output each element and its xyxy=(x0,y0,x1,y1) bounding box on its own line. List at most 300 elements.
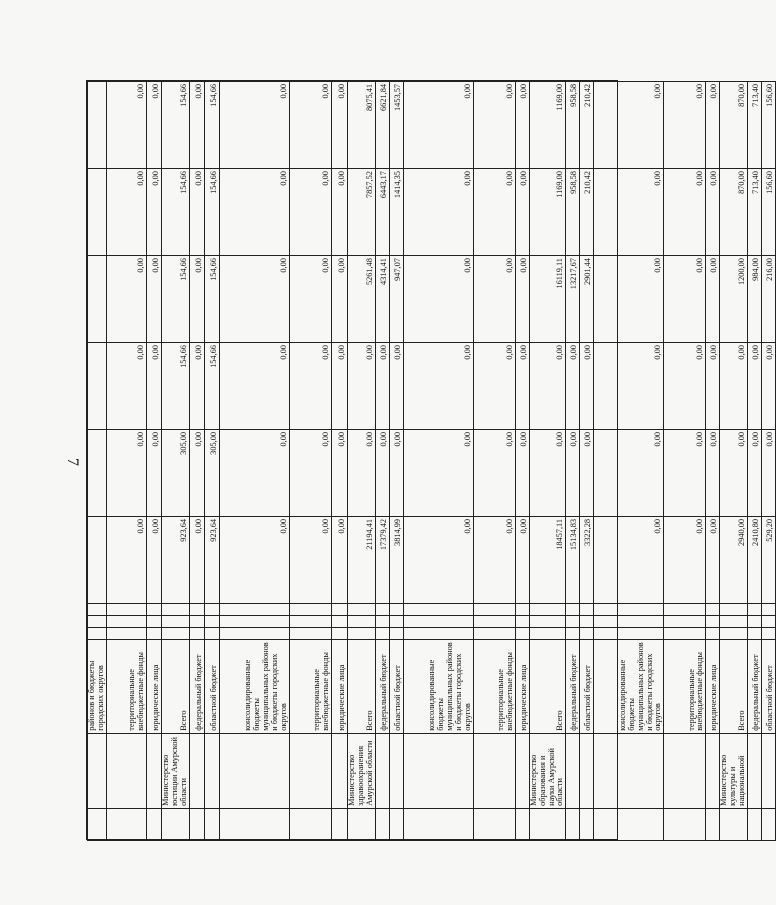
spacer-cell xyxy=(88,627,107,639)
amount-cell: 0,00 xyxy=(189,169,204,256)
rotated-table-container xyxy=(87,81,775,841)
spacer-cell xyxy=(389,627,403,639)
spacer-cell xyxy=(515,615,529,627)
amount-cell: 0,00 xyxy=(529,343,566,430)
spacer-cell xyxy=(720,615,748,627)
amount-cell: 0,00 xyxy=(706,516,720,603)
spacer-cell xyxy=(762,603,776,615)
amount-cell xyxy=(88,516,107,603)
amount-cell: 1453,57 xyxy=(389,82,403,169)
amount-cell: 0,00 xyxy=(106,430,146,517)
spacer-cell xyxy=(289,603,331,615)
funding-source-cell: территориальные внебюджетные фонды xyxy=(473,639,515,733)
amount-cell: 0,00 xyxy=(331,169,347,256)
budget-table-sheet xyxy=(86,80,775,840)
amount-cell xyxy=(88,169,107,256)
organization-cell: Министерство юстиции Амурской области xyxy=(161,733,189,808)
organization-cell xyxy=(762,733,776,808)
row-number-cell xyxy=(515,808,529,840)
page-number: 7 xyxy=(64,458,81,466)
funding-source-cell: консолидированные бюджеты муниципальных районов и бюджеты городских округов xyxy=(594,639,664,733)
row-number-cell xyxy=(347,808,375,840)
organization-cell xyxy=(219,733,289,808)
amount-cell xyxy=(88,343,107,430)
row-number-cell xyxy=(580,808,594,840)
amount-cell: 0,00 xyxy=(706,256,720,343)
spacer-cell xyxy=(748,603,762,615)
funding-source-cell: областной бюджет xyxy=(204,639,219,733)
amount-cell: 7857,52 xyxy=(347,169,375,256)
spacer-cell xyxy=(403,615,473,627)
amount-cell: 0,00 xyxy=(106,82,146,169)
amount-cell: 305,00 xyxy=(161,430,189,517)
amount-cell: 0,00 xyxy=(403,430,473,517)
table-row xyxy=(389,82,403,841)
organization-cell xyxy=(403,733,473,808)
amount-cell: 1200,00 xyxy=(720,256,748,343)
amount-cell: 156,60 xyxy=(762,82,776,169)
spacer-cell xyxy=(289,615,331,627)
amount-cell: 0,00 xyxy=(594,169,664,256)
row-number-cell xyxy=(289,808,331,840)
spacer-cell xyxy=(219,627,289,639)
funding-source-cell: территориальные внебюджетные фонды xyxy=(289,639,331,733)
amount-cell: 870,00 xyxy=(720,82,748,169)
table-row xyxy=(580,82,594,841)
row-number-cell xyxy=(375,808,389,840)
amount-cell: 713,40 xyxy=(748,82,762,169)
organization-cell xyxy=(706,733,720,808)
organization-cell: Министерство образования и науки Амурской области xyxy=(529,733,566,808)
spacer-cell xyxy=(389,603,403,615)
amount-cell: 0,00 xyxy=(289,256,331,343)
spacer-cell xyxy=(748,627,762,639)
row-number-cell xyxy=(88,808,107,840)
funding-source-cell: Всего xyxy=(720,639,748,733)
amount-cell: 8075,41 xyxy=(347,82,375,169)
amount-cell: 6621,84 xyxy=(375,82,389,169)
amount-cell: 0,00 xyxy=(594,256,664,343)
funding-source-cell: областной бюджет xyxy=(389,639,403,733)
amount-cell: 0,00 xyxy=(331,256,347,343)
amount-cell: 0,00 xyxy=(515,430,529,517)
amount-cell: 0,00 xyxy=(375,430,389,517)
amount-cell: 0,00 xyxy=(594,430,664,517)
amount-cell: 0,00 xyxy=(219,256,289,343)
amount-cell: 0,00 xyxy=(146,343,161,430)
spacer-cell xyxy=(161,627,189,639)
spacer-cell xyxy=(515,603,529,615)
amount-cell: 2940,00 xyxy=(720,516,748,603)
funding-source-cell: районов и бюджеты городских округов xyxy=(88,639,107,733)
amount-cell: 154,66 xyxy=(161,256,189,343)
row-number-cell xyxy=(204,808,219,840)
table-row xyxy=(566,82,580,841)
amount-cell: 1414,35 xyxy=(389,169,403,256)
amount-cell: 0,00 xyxy=(146,82,161,169)
amount-cell: 0,00 xyxy=(529,430,566,517)
amount-cell: 0,00 xyxy=(403,82,473,169)
spacer-cell xyxy=(403,603,473,615)
organization-cell: Министерство культуры и национальной xyxy=(720,733,748,808)
amount-cell: 216,00 xyxy=(762,256,776,343)
amount-cell: 958,58 xyxy=(566,82,580,169)
amount-cell: 0,00 xyxy=(219,169,289,256)
amount-cell: 0,00 xyxy=(720,430,748,517)
funding-source-cell: юридические лица xyxy=(706,639,720,733)
spacer-cell xyxy=(204,627,219,639)
spacer-cell xyxy=(580,615,594,627)
table-row xyxy=(664,82,706,841)
organization-cell xyxy=(580,733,594,808)
row-number-cell xyxy=(720,808,748,840)
table-row xyxy=(762,82,776,841)
amount-cell: 0,00 xyxy=(594,343,664,430)
organization-cell xyxy=(146,733,161,808)
spacer-cell xyxy=(706,615,720,627)
spacer-cell xyxy=(146,603,161,615)
amount-cell: 17379,42 xyxy=(375,516,389,603)
amount-cell: 0,00 xyxy=(289,82,331,169)
table-row xyxy=(473,82,515,841)
spacer-cell xyxy=(580,627,594,639)
amount-cell: 0,00 xyxy=(566,343,580,430)
spacer-cell xyxy=(189,603,204,615)
row-number-cell xyxy=(664,808,706,840)
amount-cell: 21194,41 xyxy=(347,516,375,603)
amount-cell: 0,00 xyxy=(473,343,515,430)
amount-cell: 156,60 xyxy=(762,169,776,256)
amount-cell: 0,00 xyxy=(706,430,720,517)
funding-source-cell: территориальные внебюджетные фонды xyxy=(106,639,146,733)
row-number-cell xyxy=(189,808,204,840)
spacer-cell xyxy=(347,603,375,615)
spacer-cell xyxy=(473,603,515,615)
table-row xyxy=(289,82,331,841)
amount-cell: 0,00 xyxy=(331,82,347,169)
amount-cell: 210,42 xyxy=(580,82,594,169)
funding-source-cell: Всего xyxy=(347,639,375,733)
spacer-cell xyxy=(529,603,566,615)
spacer-cell xyxy=(664,603,706,615)
amount-cell: 1169,00 xyxy=(529,82,566,169)
organization-cell xyxy=(106,733,146,808)
funding-source-cell: областной бюджет xyxy=(580,639,594,733)
amount-cell: 0,00 xyxy=(403,256,473,343)
row-number-cell xyxy=(146,808,161,840)
amount-cell: 154,66 xyxy=(204,256,219,343)
amount-cell: 154,66 xyxy=(161,82,189,169)
spacer-cell xyxy=(566,627,580,639)
row-number-cell xyxy=(706,808,720,840)
spacer-cell xyxy=(88,603,107,615)
organization-cell xyxy=(331,733,347,808)
spacer-cell xyxy=(161,603,189,615)
amount-cell: 0,00 xyxy=(706,82,720,169)
organization-cell xyxy=(748,733,762,808)
amount-cell: 2410,80 xyxy=(748,516,762,603)
amount-cell: 5261,48 xyxy=(347,256,375,343)
amount-cell: 0,00 xyxy=(664,343,706,430)
amount-cell: 0,00 xyxy=(389,343,403,430)
spacer-cell xyxy=(473,615,515,627)
table-row xyxy=(146,82,161,841)
amount-cell: 870,00 xyxy=(720,169,748,256)
funding-source-cell: Всего xyxy=(161,639,189,733)
amount-cell: 0,00 xyxy=(403,516,473,603)
amount-cell: 0,00 xyxy=(515,256,529,343)
spacer-cell xyxy=(664,627,706,639)
amount-cell: 0,00 xyxy=(473,430,515,517)
row-number-cell xyxy=(219,808,289,840)
amount-cell: 0,00 xyxy=(347,430,375,517)
amount-cell: 0,00 xyxy=(146,516,161,603)
amount-cell: 154,66 xyxy=(161,343,189,430)
spacer-cell xyxy=(580,603,594,615)
funding-source-cell: юридические лица xyxy=(515,639,529,733)
amount-cell: 18457,11 xyxy=(529,516,566,603)
table-row xyxy=(347,82,375,841)
amount-cell: 1169,00 xyxy=(529,169,566,256)
amount-cell: 210,42 xyxy=(580,169,594,256)
amount-cell: 0,00 xyxy=(403,343,473,430)
amount-cell: 0,00 xyxy=(720,343,748,430)
table-row xyxy=(161,82,189,841)
amount-cell: 0,00 xyxy=(106,256,146,343)
spacer-cell xyxy=(347,615,375,627)
spacer-cell xyxy=(762,627,776,639)
amount-cell: 0,00 xyxy=(403,169,473,256)
spacer-cell xyxy=(664,615,706,627)
amount-cell: 984,00 xyxy=(748,256,762,343)
amount-cell: 0,00 xyxy=(473,82,515,169)
table-row xyxy=(204,82,219,841)
amount-cell: 0,00 xyxy=(580,430,594,517)
amount-cell: 0,00 xyxy=(664,516,706,603)
spacer-cell xyxy=(219,603,289,615)
spacer-cell xyxy=(219,615,289,627)
organization-cell xyxy=(566,733,580,808)
funding-source-cell: территориальные внебюджетные фонды xyxy=(664,639,706,733)
amount-cell: 0,00 xyxy=(473,169,515,256)
spacer-cell xyxy=(706,603,720,615)
amount-cell: 0,00 xyxy=(189,343,204,430)
amount-cell: 0,00 xyxy=(473,516,515,603)
funding-source-cell: федеральный бюджет xyxy=(748,639,762,733)
amount-cell: 0,00 xyxy=(347,343,375,430)
amount-cell: 958,58 xyxy=(566,169,580,256)
amount-cell: 0,00 xyxy=(106,516,146,603)
organization-cell xyxy=(389,733,403,808)
amount-cell: 0,00 xyxy=(219,343,289,430)
funding-source-cell: федеральный бюджет xyxy=(566,639,580,733)
spacer-cell xyxy=(106,615,146,627)
amount-cell: 0,00 xyxy=(189,82,204,169)
table-row xyxy=(375,82,389,841)
organization-cell xyxy=(204,733,219,808)
amount-cell: 0,00 xyxy=(189,516,204,603)
row-number-cell xyxy=(161,808,189,840)
spacer-cell xyxy=(594,627,664,639)
row-number-cell xyxy=(331,808,347,840)
spacer-cell xyxy=(375,603,389,615)
row-number-cell xyxy=(594,808,664,840)
amount-cell: 0,00 xyxy=(706,169,720,256)
spacer-cell xyxy=(146,615,161,627)
organization-cell xyxy=(289,733,331,808)
amount-cell: 0,00 xyxy=(289,516,331,603)
amount-cell: 0,00 xyxy=(473,256,515,343)
row-number-cell xyxy=(566,808,580,840)
amount-cell: 15134,83 xyxy=(566,516,580,603)
spacer-cell xyxy=(347,627,375,639)
amount-cell: 154,66 xyxy=(204,82,219,169)
funding-source-cell: федеральный бюджет xyxy=(375,639,389,733)
amount-cell: 16119,11 xyxy=(529,256,566,343)
spacer-cell xyxy=(331,627,347,639)
amount-cell: 0,00 xyxy=(515,169,529,256)
amount-cell: 0,00 xyxy=(189,256,204,343)
amount-cell: 923,64 xyxy=(204,516,219,603)
funding-source-cell: юридические лица xyxy=(331,639,347,733)
budget-table xyxy=(87,81,776,841)
amount-cell: 713,40 xyxy=(748,169,762,256)
amount-cell: 0,00 xyxy=(289,430,331,517)
amount-cell: 0,00 xyxy=(289,343,331,430)
amount-cell: 0,00 xyxy=(189,430,204,517)
amount-cell: 0,00 xyxy=(146,430,161,517)
amount-cell: 0,00 xyxy=(146,256,161,343)
amount-cell: 0,00 xyxy=(664,82,706,169)
table-row xyxy=(594,82,664,841)
organization-cell xyxy=(664,733,706,808)
funding-source-cell: консолидированные бюджеты муниципальных районов и бюджеты городских округов xyxy=(403,639,473,733)
spacer-cell xyxy=(375,615,389,627)
organization-cell xyxy=(375,733,389,808)
amount-cell: 0,00 xyxy=(762,430,776,517)
table-row xyxy=(331,82,347,841)
amount-cell: 13217,67 xyxy=(566,256,580,343)
amount-cell: 0,00 xyxy=(331,516,347,603)
amount-cell: 2901,44 xyxy=(580,256,594,343)
amount-cell: 0,00 xyxy=(146,169,161,256)
spacer-cell xyxy=(106,627,146,639)
funding-source-cell: консолидированные бюджеты муниципальных районов и бюджеты городских округов xyxy=(219,639,289,733)
row-number-cell xyxy=(473,808,515,840)
amount-cell: 529,20 xyxy=(762,516,776,603)
row-number-cell xyxy=(748,808,762,840)
spacer-cell xyxy=(204,603,219,615)
spacer-cell xyxy=(706,627,720,639)
amount-cell: 0,00 xyxy=(106,343,146,430)
spacer-cell xyxy=(189,615,204,627)
organization-cell: Министерство здравоохранения Амурской области xyxy=(347,733,375,808)
amount-cell xyxy=(88,430,107,517)
spacer-cell xyxy=(762,615,776,627)
amount-cell: 6443,17 xyxy=(375,169,389,256)
amount-cell: 154,66 xyxy=(204,343,219,430)
amount-cell: 0,00 xyxy=(106,169,146,256)
funding-source-cell: юридические лица xyxy=(146,639,161,733)
amount-cell xyxy=(88,82,107,169)
amount-cell: 0,00 xyxy=(389,430,403,517)
amount-cell: 0,00 xyxy=(664,430,706,517)
spacer-cell xyxy=(515,627,529,639)
amount-cell: 0,00 xyxy=(515,82,529,169)
amount-cell: 0,00 xyxy=(331,343,347,430)
amount-cell: 0,00 xyxy=(580,343,594,430)
spacer-cell xyxy=(146,627,161,639)
amount-cell: 0,00 xyxy=(515,516,529,603)
organization-cell xyxy=(88,733,107,808)
amount-cell: 0,00 xyxy=(375,343,389,430)
spacer-cell xyxy=(594,615,664,627)
spacer-cell xyxy=(204,615,219,627)
table-row xyxy=(515,82,529,841)
spacer-cell xyxy=(566,603,580,615)
funding-source-cell: федеральный бюджет xyxy=(189,639,204,733)
table-row xyxy=(706,82,720,841)
amount-cell: 0,00 xyxy=(762,343,776,430)
amount-cell: 154,66 xyxy=(204,169,219,256)
amount-cell: 0,00 xyxy=(289,169,331,256)
amount-cell: 3322,28 xyxy=(580,516,594,603)
spacer-cell xyxy=(331,615,347,627)
amount-cell: 0,00 xyxy=(594,516,664,603)
amount-cell: 4314,41 xyxy=(375,256,389,343)
spacer-cell xyxy=(566,615,580,627)
row-number-cell xyxy=(389,808,403,840)
amount-cell: 0,00 xyxy=(748,343,762,430)
table-row xyxy=(189,82,204,841)
table-row xyxy=(403,82,473,841)
amount-cell: 947,07 xyxy=(389,256,403,343)
spacer-cell xyxy=(403,627,473,639)
spacer-cell xyxy=(106,603,146,615)
table-row xyxy=(88,82,107,841)
row-number-cell xyxy=(529,808,566,840)
funding-source-cell: областной бюджет xyxy=(762,639,776,733)
amount-cell: 0,00 xyxy=(706,343,720,430)
table-row xyxy=(219,82,289,841)
amount-cell: 0,00 xyxy=(219,516,289,603)
amount-cell: 0,00 xyxy=(219,82,289,169)
amount-cell: 923,64 xyxy=(161,516,189,603)
amount-cell: 0,00 xyxy=(566,430,580,517)
spacer-cell xyxy=(88,615,107,627)
table-row xyxy=(106,82,146,841)
organization-cell xyxy=(473,733,515,808)
organization-cell xyxy=(189,733,204,808)
amount-cell: 0,00 xyxy=(664,256,706,343)
amount-cell: 0,00 xyxy=(515,343,529,430)
row-number-cell xyxy=(106,808,146,840)
spacer-cell xyxy=(389,615,403,627)
spacer-cell xyxy=(720,627,748,639)
spacer-cell xyxy=(473,627,515,639)
spacer-cell xyxy=(748,615,762,627)
amount-cell: 154,66 xyxy=(161,169,189,256)
table-row xyxy=(720,82,748,841)
spacer-cell xyxy=(375,627,389,639)
amount-cell: 0,00 xyxy=(664,169,706,256)
amount-cell: 305,00 xyxy=(204,430,219,517)
row-number-cell xyxy=(403,808,473,840)
row-number-cell xyxy=(762,808,776,840)
spacer-cell xyxy=(161,615,189,627)
spacer-cell xyxy=(289,627,331,639)
funding-source-cell: Всего xyxy=(529,639,566,733)
